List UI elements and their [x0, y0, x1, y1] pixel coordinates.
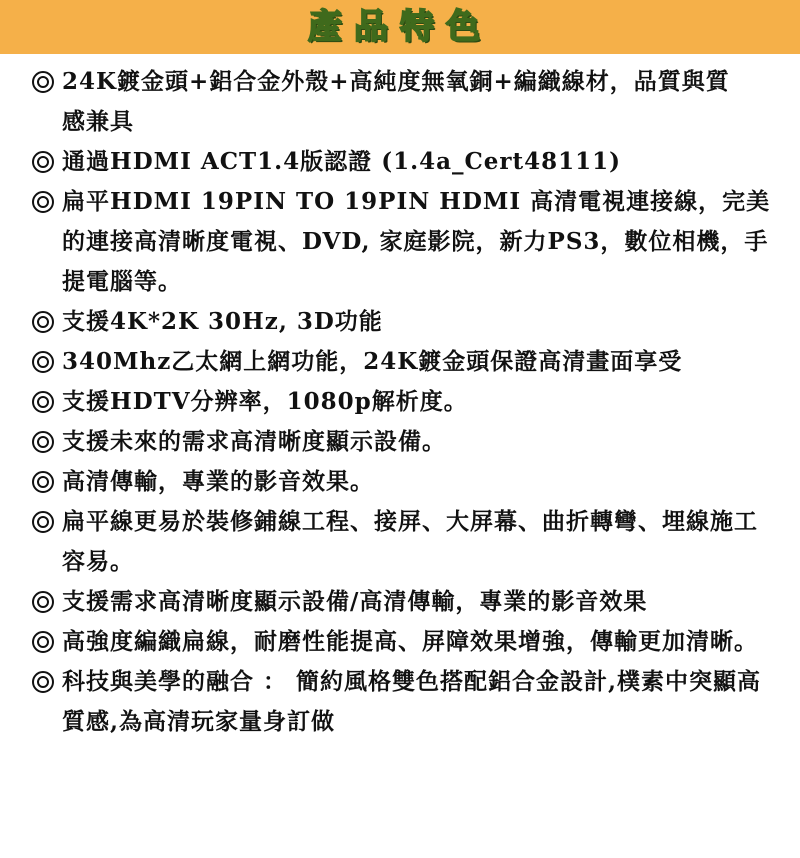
feature-item: [32, 142, 772, 182]
feature-item: [32, 622, 772, 662]
feature-item: [32, 182, 772, 302]
feature-item: [32, 462, 772, 502]
double-circle-bullet-icon: [32, 511, 54, 533]
double-circle-bullet-icon: [32, 471, 54, 493]
double-circle-bullet-icon: [32, 631, 54, 653]
header-bar: [0, 0, 800, 54]
double-circle-bullet-icon: [32, 311, 54, 333]
feature-text: 支援需求高清晰度顯示設備/高清傳輸，專業的影音效果: [62, 588, 648, 615]
feature-item: [32, 582, 772, 622]
feature-text: 支援4K*2K 30Hz, 3D功能: [62, 308, 383, 335]
feature-text: 支援HDTV分辨率，1080p解析度。: [62, 388, 468, 415]
feature-text: 24K鍍金頭+鋁合金外殼+高純度無氧銅+編織線材，品質與質感兼具: [62, 68, 730, 135]
feature-text: 340Mhz乙太網上網功能，24K鍍金頭保證高清畫面享受: [62, 348, 683, 375]
feature-text: 高清傳輸，專業的影音效果。: [62, 468, 374, 495]
feature-text: 高強度編織扁線，耐磨性能提高、屏障效果增強，傳輸更加清晰。: [62, 628, 758, 655]
double-circle-bullet-icon: [32, 151, 54, 173]
double-circle-bullet-icon: [32, 191, 54, 213]
feature-item: [32, 422, 772, 462]
feature-item: [32, 302, 772, 342]
feature-text: 扁平HDMI 19PIN TO 19PIN HDMI 高清電視連接線，完美的連接高清晰度電視、DVD, 家庭影院，新力PS3，數位相機，手提電腦等。: [62, 188, 771, 295]
double-circle-bullet-icon: [32, 391, 54, 413]
feature-item: [32, 662, 772, 742]
double-circle-bullet-icon: [32, 591, 54, 613]
feature-item: [32, 502, 772, 582]
feature-item: [32, 342, 772, 382]
double-circle-bullet-icon: [32, 71, 54, 93]
feature-item: [32, 382, 772, 422]
feature-item: [32, 62, 772, 142]
page-title: 產品特色: [308, 7, 492, 47]
feature-text: 通過HDMI ACT1.4版認證 (1.4a_Cert48111): [62, 148, 622, 175]
feature-list: [32, 62, 772, 742]
feature-text: 科技與美學的融合 ： 簡約風格雙色搭配鋁合金設計,樸素中突顯高質感,為高清玩家量身訂做: [62, 668, 762, 735]
feature-text: 扁平線更易於裝修鋪線工程、接屏、大屏幕、曲折轉彎、埋線施工容易。: [62, 508, 758, 575]
double-circle-bullet-icon: [32, 671, 54, 693]
feature-text: 支援未來的需求高清晰度顯示設備。: [62, 428, 446, 455]
double-circle-bullet-icon: [32, 431, 54, 453]
double-circle-bullet-icon: [32, 351, 54, 373]
